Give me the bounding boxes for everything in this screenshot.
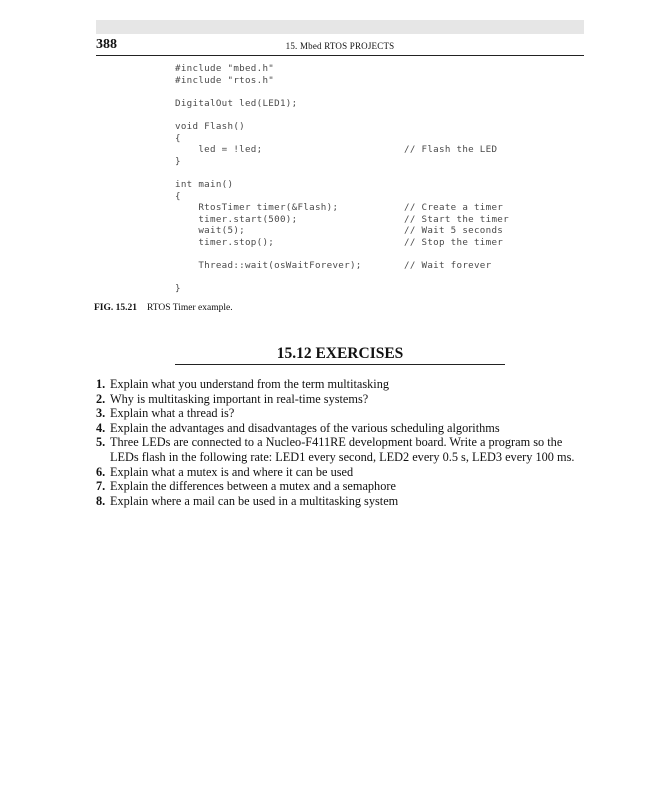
exercise-number: 7. [96,479,106,494]
code-line [175,283,535,295]
exercise-text: Explain what a thread is? [110,406,235,421]
exercise-item [96,421,586,436]
code-line [175,109,535,121]
code-line [175,179,535,191]
section-title: 15.12 EXERCISES [276,345,404,362]
code-line [175,214,535,226]
code-text: int main() [175,178,234,190]
code-line [175,121,535,133]
header-rule [96,55,584,56]
exercise-item [96,494,586,509]
code-line [175,225,535,237]
code-text: } [175,283,181,295]
code-line [175,237,535,249]
code-text: timer.start(500); [175,213,298,225]
code-line [175,191,535,203]
exercise-number: 2. [96,391,106,406]
code-comment: // Wait forever [404,260,492,272]
code-line [175,98,535,110]
code-text: } [175,155,181,167]
exercise-item [96,435,586,464]
exercise-number: 5. [96,435,106,450]
code-text: led = !led; [175,144,263,156]
code-text: { [175,190,181,202]
code-text: void Flash() [175,120,245,132]
code-comment: // Flash the LED [404,144,498,156]
code-comment: // Stop the timer [404,236,504,248]
code-listing [175,63,535,295]
code-line [175,144,535,156]
code-text: RtosTimer timer(&Flash); [175,202,339,214]
exercise-text: Explain what you understand from the term multitasking [110,377,390,391]
code-line [175,167,535,179]
exercise-text: Explain what a mutex is and where it can be used [110,464,354,479]
code-text: Thread::wait(osWaitForever); [175,260,362,272]
code-text: { [175,132,181,144]
exercise-text: Explain the differences between a mutex and a semaphore [110,479,396,494]
section-rule [175,364,505,365]
code-line [175,260,535,272]
exercise-number: 6. [96,464,106,479]
code-line [175,86,535,98]
code-line [175,133,535,145]
code-text: #include "mbed.h" [175,63,275,74]
exercise-item [96,406,586,421]
header-band [96,20,584,34]
exercise-list [96,377,586,508]
code-line [175,156,535,168]
page-number: 388 [96,37,117,52]
code-comment: // Wait 5 seconds [404,225,504,237]
exercise-text: Explain where a mail can be used in a multitasking system [110,493,399,508]
code-line [175,202,535,214]
code-line [175,75,535,87]
exercise-number: 4. [96,420,106,435]
exercise-item [96,377,586,392]
exercise-text: Three LEDs are connected to a Nucleo-F411RE development board. Write a program so the LEDs flash in the following rate: LED1 every second, LED2 every 0.5 s, LED3 every 100 ms. [110,435,575,464]
code-text: DigitalOut led(LED1); [175,97,298,109]
figure-caption-text: RTOS Timer example. [147,303,233,313]
code-line [175,272,535,284]
exercise-number: 3. [96,406,106,421]
running-head: 15. Mbed RTOS PROJECTS [285,41,395,51]
exercise-item [96,465,586,480]
exercise-number: 1. [96,377,106,391]
figure-label: FIG. 15.21 [94,303,138,313]
exercise-item [96,479,586,494]
figure-caption [94,303,233,313]
code-line [175,249,535,261]
exercise-text: Explain the advantages and disadvantages of the various scheduling algorithms [110,420,500,435]
code-line [175,63,535,75]
code-text: wait(5); [175,225,245,237]
code-comment: // Start the timer [404,213,509,225]
code-text: timer.stop(); [175,236,275,248]
exercise-text: Why is multitasking important in real-time systems? [110,391,369,406]
code-text: #include "rtos.h" [175,74,275,86]
exercise-item [96,392,586,407]
exercise-number: 8. [96,493,106,508]
code-comment: // Create a timer [404,202,504,214]
